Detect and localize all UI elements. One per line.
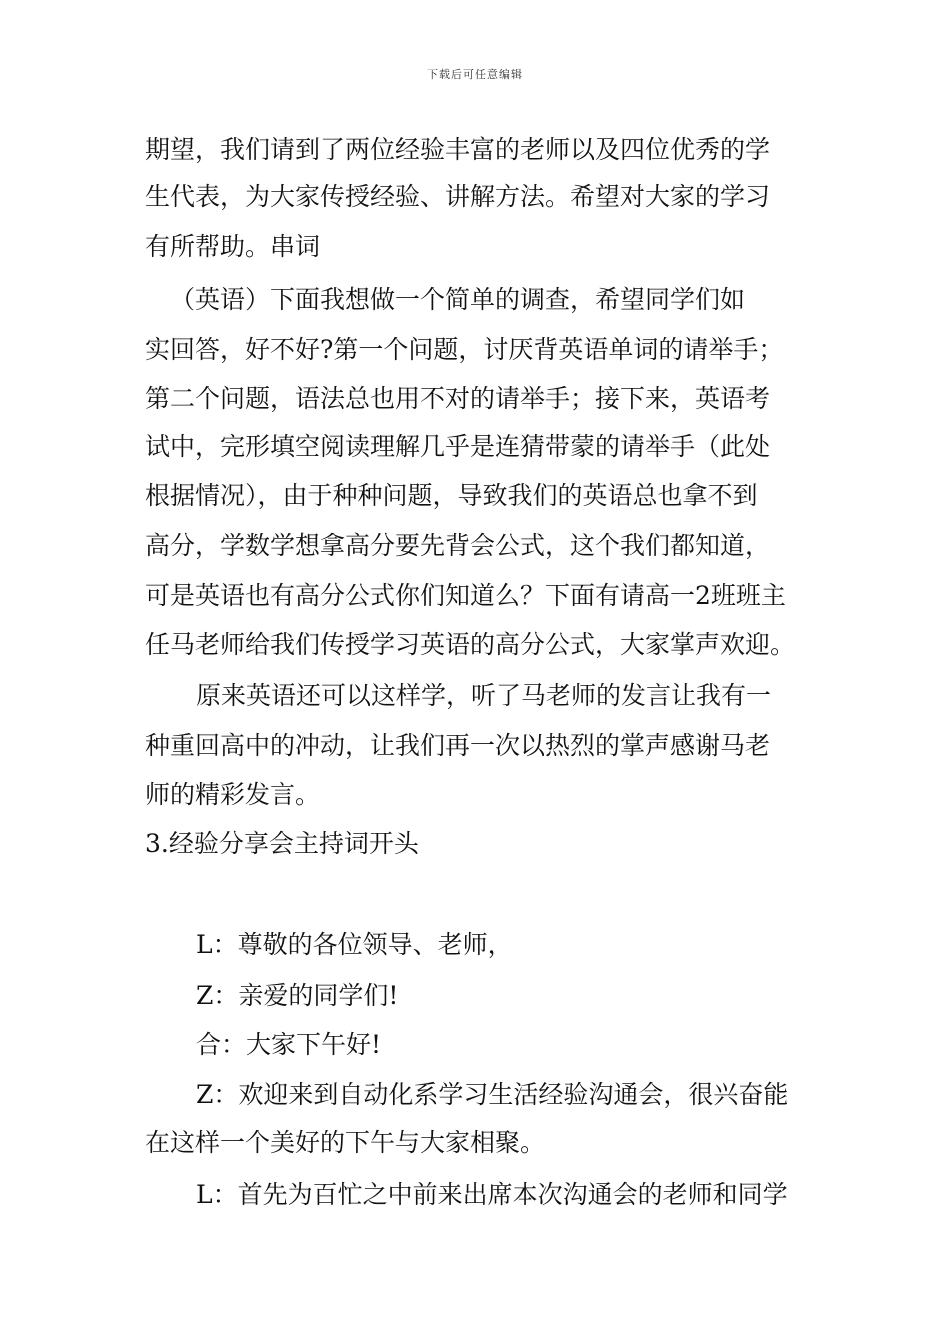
paragraph-line: 试中，完形填空阅读理解几乎是连猜带蒙的请举手（此处: [145, 432, 771, 461]
dialogue-line: 合：大家下午好!: [196, 1030, 382, 1059]
dialogue-line: 在这样一个美好的下午与大家相聚。: [145, 1128, 546, 1157]
paragraph-line: 第二个问题，语法总也用不对的请举手；接下来，英语考: [145, 384, 771, 413]
dialogue-line: L：首先为百忙之中前来出席本次沟通会的老师和同学: [196, 1180, 788, 1209]
paragraph-line: 可是英语也有高分公式你们知道么？下面有请高一2班班主: [145, 581, 786, 610]
paragraph-line: 生代表，为大家传授经验、讲解方法。希望对大家的学习: [145, 182, 771, 211]
paragraph-line: 根据情况），由于种种问题，导致我们的英语总也拿不到: [145, 481, 758, 510]
paragraph-line: 任马老师给我们传授学习英语的高分公式，大家掌声欢迎。: [145, 630, 796, 659]
page-header-note: 下载后可任意编辑: [427, 68, 523, 81]
dialogue-line: Z：亲爱的同学们!: [196, 981, 399, 1010]
paragraph-line: 有所帮助。串词: [145, 232, 321, 261]
section-heading: 3.经验分享会主持词开头: [145, 829, 419, 858]
paragraph-line: 师的精彩发言。: [145, 780, 321, 809]
paragraph-line: 实回答，好不好?第一个问题，讨厌背英语单词的请举手；: [145, 335, 784, 364]
paragraph-line: 原来英语还可以这样学，听了马老师的发言让我有一: [196, 681, 772, 710]
dialogue-line: Z：欢迎来到自动化系学习生活经验沟通会，很兴奋能: [196, 1080, 789, 1109]
paragraph-line: 高分，学数学想拿高分要先背会公式，这个我们都知道，: [145, 531, 771, 560]
paragraph-line: 期望，我们请到了两位经验丰富的老师以及四位优秀的学: [145, 135, 771, 164]
paragraph-line: 种重回高中的冲动，让我们再一次以热烈的掌声感谢马老: [145, 731, 771, 760]
paragraph-line: （英语）下面我想做一个简单的调查，希望同学们如: [170, 285, 746, 314]
dialogue-line: L：尊敬的各位领导、老师，: [196, 930, 513, 959]
